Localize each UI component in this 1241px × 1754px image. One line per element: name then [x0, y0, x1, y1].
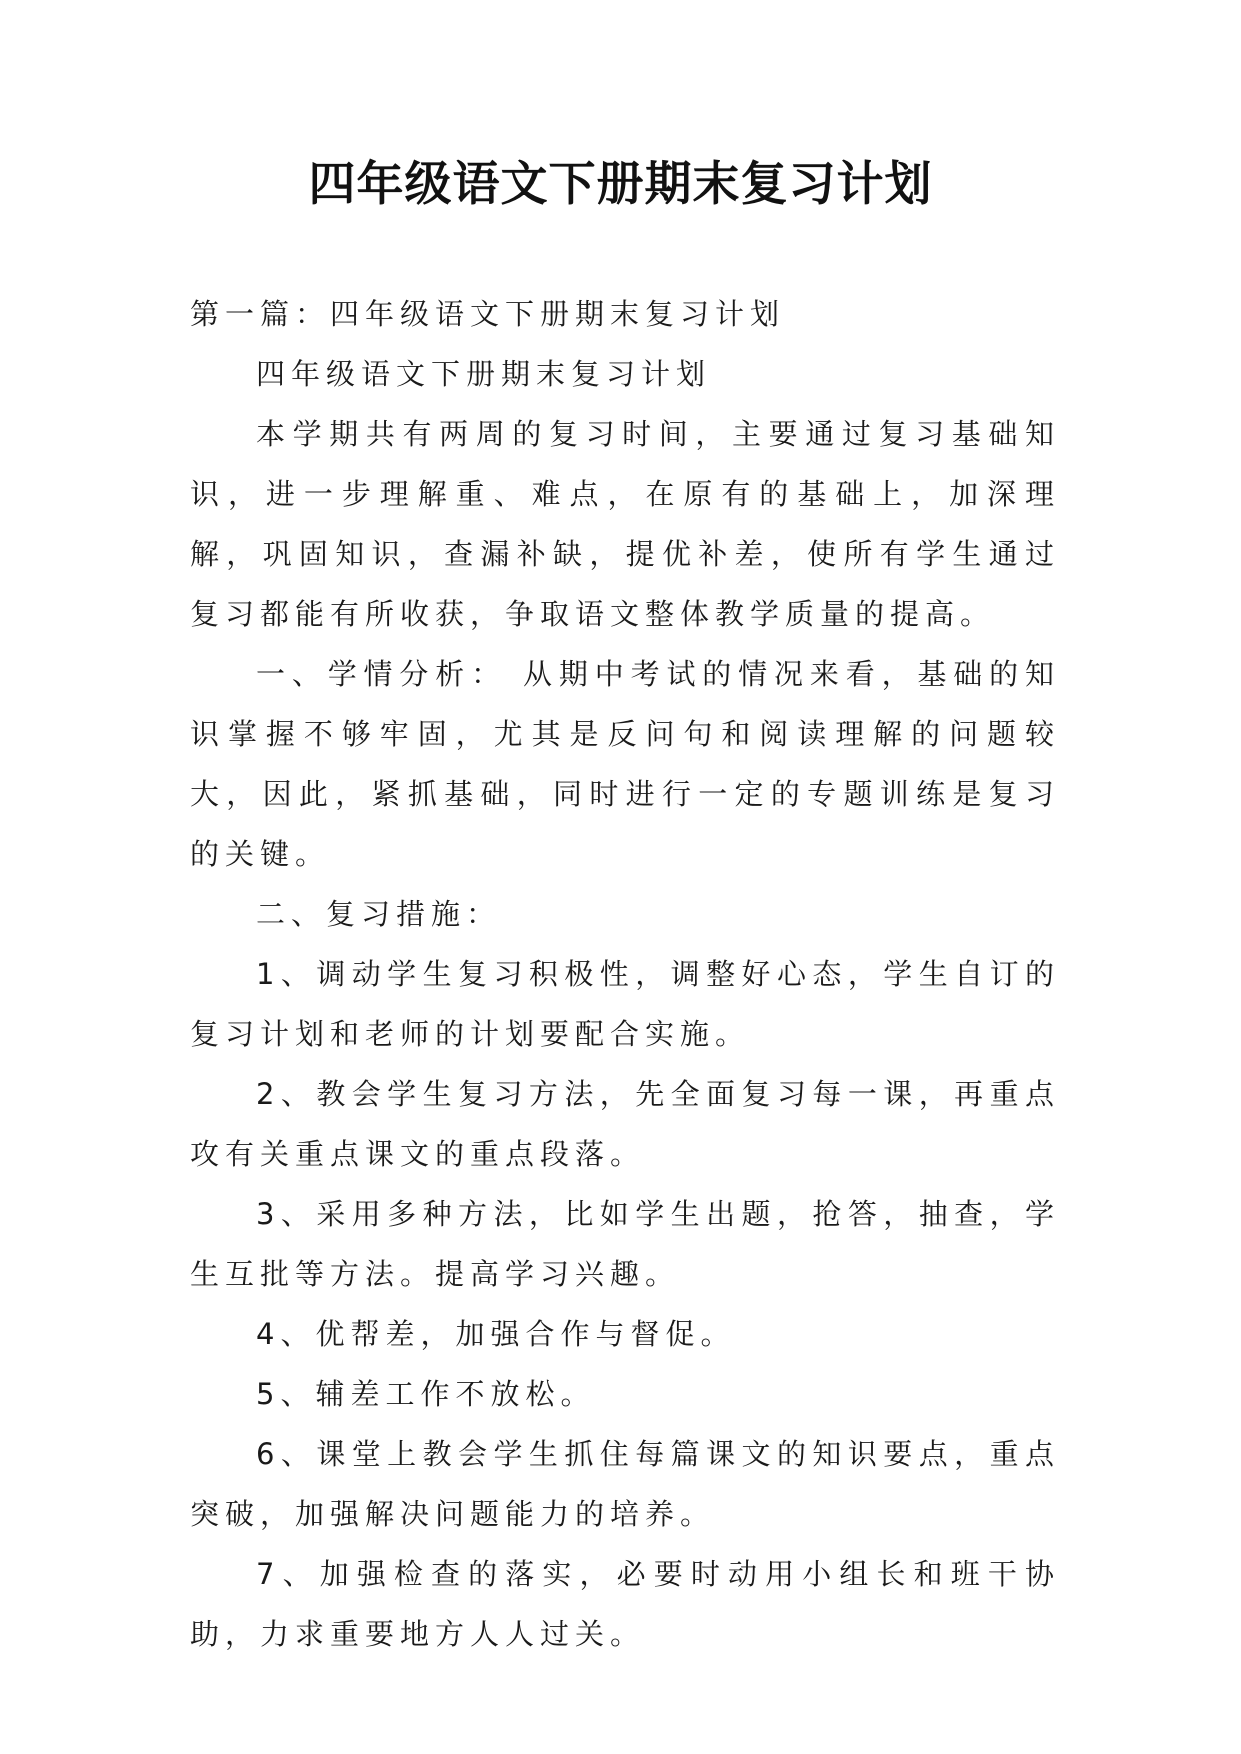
document-body: [190, 284, 1060, 1664]
section-heading: 第一篇：四年级语文下册期末复习计划: [190, 297, 786, 331]
measure-item-4: 4、优帮差，加强合作与督促。: [256, 1317, 736, 1351]
measure-item-3: 3、采用多种方法，比如学生出题，抢答，抽查，学生互批等方法。提高学习兴趣。: [190, 1197, 1060, 1291]
document-title: 四年级语文下册期末复习计划: [308, 157, 933, 212]
intro-paragraph: 本学期共有两周的复习时间，主要通过复习基础知识，进一步理解重、难点，在原有的基础上，加深理解，巩固知识，查漏补缺，提优补差，使所有学生通过复习都能有所收获，争取语文整体教学质量的提高。: [190, 417, 1060, 631]
measure-item-6: 6、课堂上教会学生抓住每篇课文的知识要点，重点突破，加强解决问题能力的培养。: [190, 1437, 1060, 1531]
measures-heading: 二、复习措施：: [256, 897, 502, 931]
analysis-paragraph: 一、学情分析： 从期中考试的情况来看，基础的知识掌握不够牢固，尤其是反问句和阅读理解的问题较大，因此，紧抓基础，同时进行一定的专题训练是复习的关键。: [190, 657, 1060, 871]
measure-item-5: 5、辅差工作不放松。: [256, 1377, 596, 1411]
measure-item-1: 1、调动学生复习积极性，调整好心态，学生自订的复习计划和老师的计划要配合实施。: [190, 957, 1060, 1051]
measure-item-2: 2、教会学生复习方法，先全面复习每一课，再重点攻有关重点课文的重点段落。: [190, 1077, 1060, 1171]
measure-item-7: 7、加强检查的落实，必要时动用小组长和班干协助，力求重要地方人人过关。: [190, 1557, 1060, 1651]
subtitle-paragraph: 四年级语文下册期末复习计划: [256, 357, 712, 391]
